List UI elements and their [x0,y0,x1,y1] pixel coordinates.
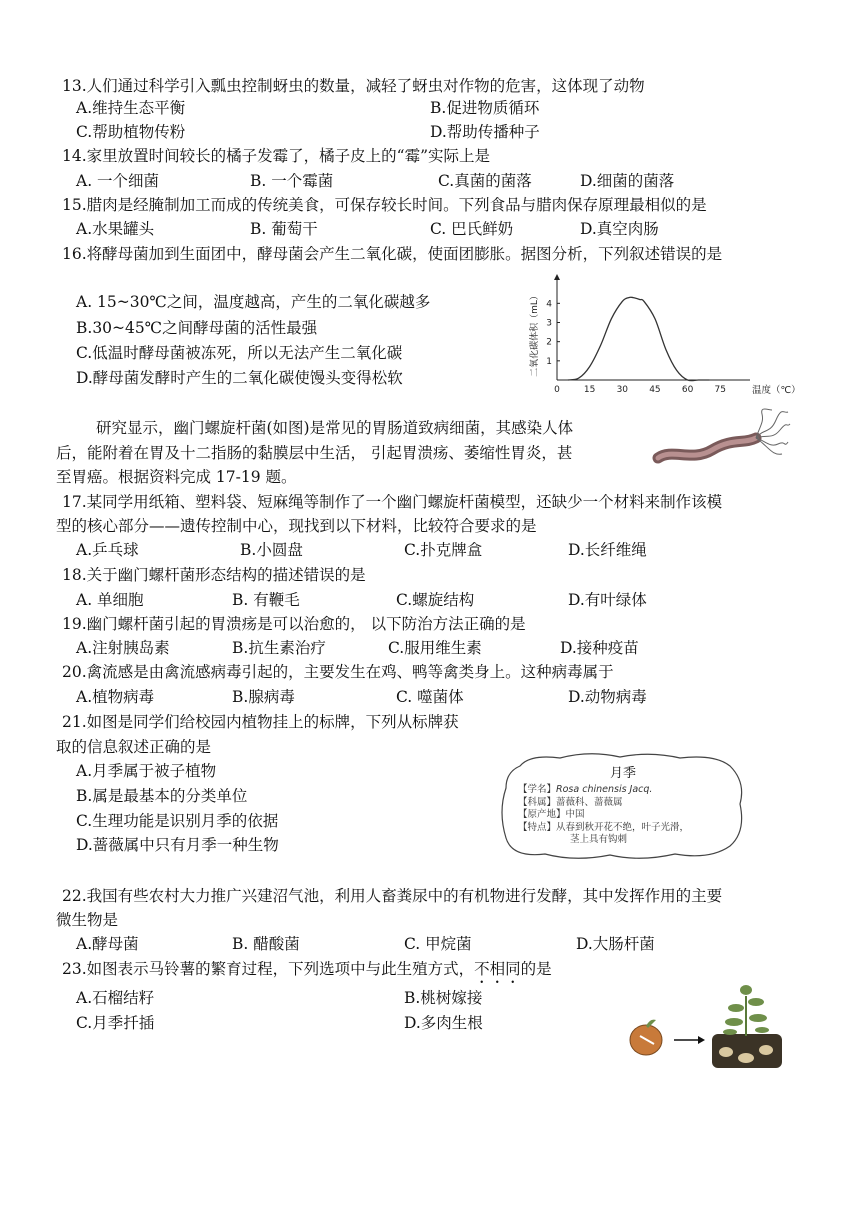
q13-option-d: D.帮助传播种子 [430,123,540,141]
q13-option-c: C.帮助植物传粉 [76,123,186,141]
plant-tag [500,752,746,860]
q16-option-a: A. 15~30℃之间，温度越高，产生的二氧化碳越多 [76,293,431,311]
x-tick-label: 45 [649,385,661,395]
q22-option-a: A.酵母菌 [76,935,139,953]
q15-option-b: B. 葡萄干 [250,220,318,238]
q17-option-b: B.小圆盘 [240,541,303,559]
q19-option-d: D.接种疫苗 [560,639,639,657]
q19-stem: 19.幽门螺杆菌引起的胃溃疡是可以治愈的， 以下防治方法正确的是 [62,615,526,633]
y-tick-label: 2 [546,337,552,348]
x-tick-label: 0 [554,385,560,395]
q21-option-b: B.属是最基本的分类单位 [76,787,248,805]
plant-tag-row-name: 【学名】Rosa chinensis Jacq. [518,784,653,795]
plant-tag-row-origin: 【原产地】中国 [518,809,585,820]
co2-temperature-chart [515,276,801,398]
plant-tag-title: 月季 [609,766,636,781]
q18-option-c: C.螺旋结构 [396,591,475,609]
q23-option-a: A.石榴结籽 [76,989,155,1007]
q15-option-d: D.真空肉肠 [580,220,659,238]
q19-option-c: C.服用维生素 [388,639,482,657]
q14-option-b: B. 一个霉菌 [250,172,334,190]
q15-stem: 15.腊肉是经腌制加工而成的传统美食，可保存较长时间。下列食品与腊肉保存原理最相似的是 [62,196,707,214]
q13-option-a: A.维持生态平衡 [76,99,186,117]
q15-option-c: C. 巴氏鲜奶 [430,220,514,238]
potato-plant-icon [723,985,769,1036]
q20-option-c: C. 噬菌体 [396,688,464,706]
passage-line-3: 至胃癌。根据资料完成 17-19 题。 [56,468,297,486]
q16-option-b: B.30~45℃之间酵母菌的活性最强 [76,319,318,337]
plant-tag-row-feature: 【特点】从春到秋开花不绝，叶子光滑， [518,821,690,833]
y-tick-label: 4 [546,299,552,310]
potato-propagation-image [626,978,786,1072]
q18-option-b: B. 有鞭毛 [232,591,300,609]
q23-option-c: C.月季扦插 [76,1014,155,1032]
q16-stem: 16.将酵母菌加到生面团中，酵母菌会产生二氧化碳，使面团膨胀。据图分析，下列叙述错误的是 [62,245,723,263]
x-axis-label: 温度（℃） [752,385,801,396]
q22-stem-line-1: 22.我国有些农村大力推广兴建沼气池，利用人畜粪尿中的有机物进行发酵，其中发挥作用的主要 [62,887,723,905]
x-tick-label: 75 [714,385,726,395]
x-tick-label: 60 [681,385,694,395]
q21-stem-line-1: 21.如图是同学们给校园内植物挂上的标牌，下列从标牌获 [62,713,459,731]
y-tick-label: 3 [546,318,552,329]
q14-option-a: A. 一个细菌 [76,172,160,190]
y-axis-label: 二氧化碳体积（mL） [530,291,540,377]
q21-option-c: C.生理功能是识别月季的依据 [76,812,279,830]
q21-option-d: D.蔷薇属中只有月季一种生物 [76,836,279,854]
q16-option-c: C.低温时酵母菌被冻死，所以无法产生二氧化碳 [76,344,403,362]
q17-option-a: A.乒乓球 [76,541,139,559]
q18-stem: 18.关于幽门螺杆菌形态结构的描述错误的是 [62,566,366,584]
q22-option-c: C. 甲烷菌 [404,935,472,953]
q18-option-a: A. 单细胞 [76,591,144,609]
x-tick-label: 15 [583,385,596,395]
x-tick-label: 30 [616,385,629,395]
q17-stem-line-2: 型的核心部分——遗传控制中心，现找到以下材料，比较符合要求的是 [56,517,537,535]
plant-tag-row-feature-2: 茎上具有钩刺 [570,834,628,845]
q21-stem-line-2: 取的信息叙述正确的是 [56,738,212,756]
plant-tag-row-family: 【科属】蔷薇科、蔷薇属 [518,796,623,808]
q20-option-b: B.腺病毒 [232,688,295,706]
q19-option-a: A.注射胰岛素 [76,639,170,657]
q17-stem-line-1: 17.某同学用纸箱、塑料袋、短麻绳等制作了一个幽门螺旋杆菌模型，还缺少一个材料来制作该模 [62,493,723,511]
q14-option-d: D.细菌的菌落 [580,172,675,190]
y-tick-label: 1 [546,356,552,367]
q14-stem: 14.家里放置时间较长的橘子发霉了，橘子皮上的“霉”实际上是 [62,147,491,165]
co2-curve [568,297,709,380]
passage-line-1: 研究显示，幽门螺旋杆菌(如图)是常见的胃肠道致病细菌，其感染人体 [96,419,574,437]
q16-option-d: D.酵母菌发酵时产生的二氧化碳使馒头变得松软 [76,369,403,387]
y-axis-arrow [554,274,560,280]
q23-emphasis: 不相同 [474,960,521,978]
q18-option-d: D.有叶绿体 [568,591,647,609]
q22-option-b: B. 醋酸菌 [232,935,300,953]
passage-line-2: 后，能附着在胃及十二指肠的黏膜层中生活， 引起胃溃疡、萎缩性胃炎，甚 [56,444,573,462]
q23-option-d: D.多肉生根 [404,1014,483,1032]
q17-option-d: D.长纤维绳 [568,541,647,559]
q19-option-b: B.抗生素治疗 [232,639,326,657]
q23-option-b: B.桃树嫁接 [404,989,483,1007]
q13-stem: 13.人们通过科学引入瓢虫控制蚜虫的数量，减轻了蚜虫对作物的危害，这体现了动物 [62,77,645,95]
q13-option-b: B.促进物质循环 [430,99,540,117]
q15-option-a: A.水果罐头 [76,220,155,238]
q20-option-a: A.植物病毒 [76,688,155,706]
q17-option-c: C.扑克牌盒 [404,541,483,559]
helicobacter-pylori-image [652,408,792,472]
q14-option-c: C.真菌的菌落 [438,172,532,190]
q20-stem: 20.禽流感是由禽流感病毒引起的，主要发生在鸡、鸭等禽类身上。这种病毒属于 [62,663,614,681]
q20-option-d: D.动物病毒 [568,688,647,706]
q22-stem-line-2: 微生物是 [56,911,119,929]
q22-option-d: D.大肠杆菌 [576,935,655,953]
q23-stem: 23.如图表示马铃薯的繁育过程，下列选项中与此生殖方式，不相同的是 [62,960,552,978]
q21-option-a: A.月季属于被子植物 [76,762,217,780]
